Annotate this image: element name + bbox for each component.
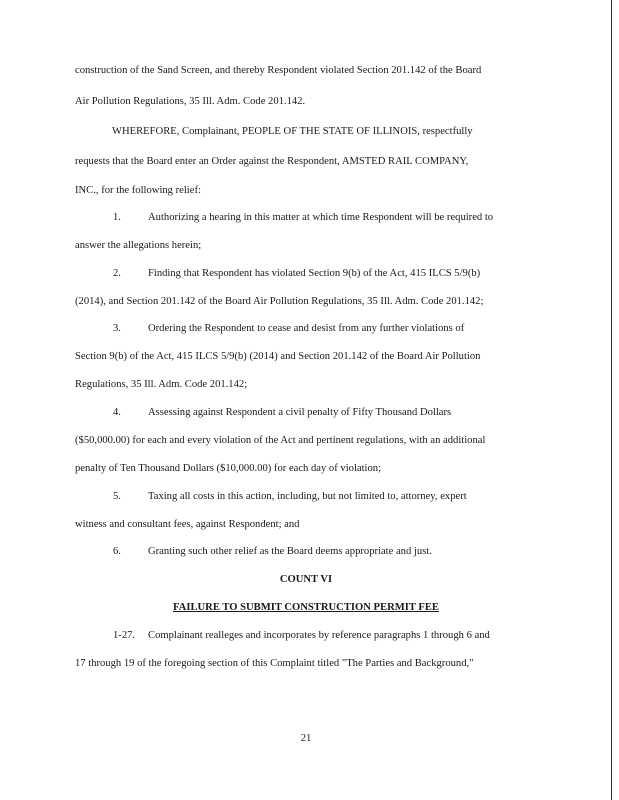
wherefore-line: WHEREFORE, Complainant, PEOPLE OF THE STATE OF ILLINOIS, respectfully xyxy=(112,126,473,137)
body-line: requests that the Board enter an Order against the Respondent, AMSTED RAIL COMPANY, xyxy=(75,156,469,167)
relief-item-line: Regulations, 35 Ill. Adm. Code 201.142; xyxy=(75,379,248,390)
relief-item-line: Assessing against Respondent a civil penalty of Fifty Thousand Dollars xyxy=(148,407,452,418)
paragraph-number: 1-27. xyxy=(113,630,136,641)
relief-item-number: 1. xyxy=(113,212,121,223)
relief-item-number: 3. xyxy=(113,323,121,334)
paragraph-line: Complainant realleges and incorporates by reference paragraphs 1 through 6 and xyxy=(148,630,490,641)
relief-item-number: 2. xyxy=(113,268,121,279)
body-line: Air Pollution Regulations, 35 Ill. Adm. Code 201.142. xyxy=(75,96,306,107)
relief-item-line: answer the allegations herein; xyxy=(75,240,202,251)
relief-item-line: penalty of Ten Thousand Dollars ($10,000.00) for each day of violation; xyxy=(75,463,382,474)
relief-item-line: Finding that Respondent has violated Section 9(b) of the Act, 415 ILCS 5/9(b) xyxy=(148,268,481,279)
body-line: INC., for the following relief: xyxy=(75,185,201,196)
count-title xyxy=(0,601,612,615)
relief-item-line: Authorizing a hearing in this matter at which time Respondent will be required to xyxy=(148,212,494,223)
relief-item-line: witness and consultant fees, against Respondent; and xyxy=(75,519,300,530)
page-number: 21 xyxy=(300,733,312,744)
relief-item-number: 5. xyxy=(113,491,121,502)
relief-item-line: Taxing all costs in this action, including, but not limited to, attorney, expert xyxy=(148,491,467,502)
relief-item-number: 6. xyxy=(113,546,121,557)
paragraph-line: 17 through 19 of the foregoing section of this Complaint titled "The Parties and Background," xyxy=(75,658,474,669)
relief-item-line: Granting such other relief as the Board deems appropriate and just. xyxy=(148,546,432,557)
relief-item-line: Section 9(b) of the Act, 415 ILCS 5/9(b) (2014) and Section 201.142 of the Board Air Pollution xyxy=(75,351,481,362)
relief-item-line: (2014), and Section 201.142 of the Board Air Pollution Regulations, 35 Ill. Adm. Code 201.142; xyxy=(75,296,484,307)
relief-item-line: Ordering the Respondent to cease and desist from any further violations of xyxy=(148,323,465,334)
body-line: construction of the Sand Screen, and thereby Respondent violated Section 201.142 of the Board xyxy=(75,65,482,76)
relief-item-number: 4. xyxy=(113,407,121,418)
page-edge-line xyxy=(611,0,612,800)
relief-item-line: ($50,000.00) for each and every violation of the Act and pertinent regulations, with an additional xyxy=(75,435,486,446)
count-title-text: FAILURE TO SUBMIT CONSTRUCTION PERMIT FEE xyxy=(173,602,439,613)
count-heading: COUNT VI xyxy=(279,574,333,585)
